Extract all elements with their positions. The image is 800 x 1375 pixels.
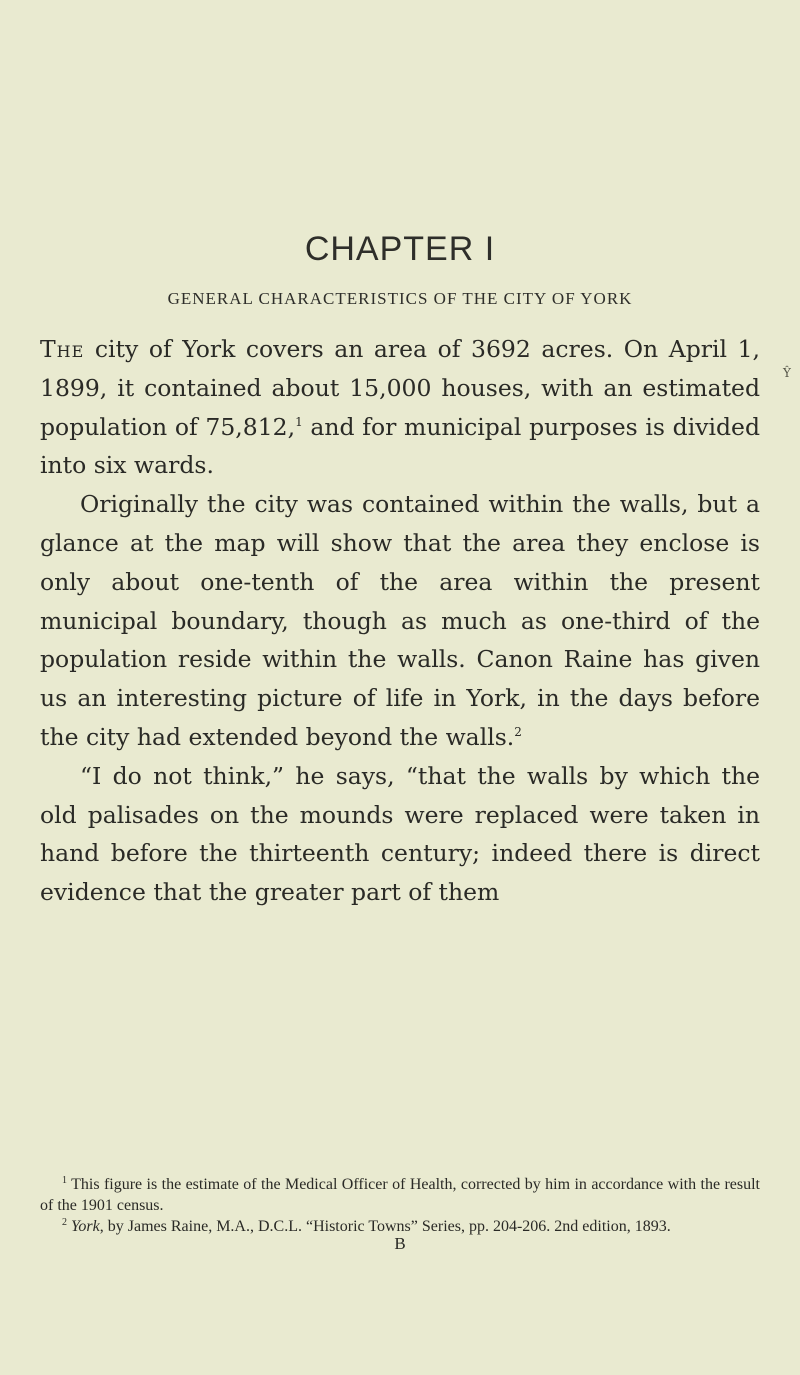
paragraph-1-text-a: city of York covers an area of 3692 acres. On April 1, 1899, it contained about 15,000 houses, with an estimated population of 75,812, — [40, 335, 760, 441]
paragraph-2 — [40, 485, 760, 757]
paragraph-1-text-b: and for municipal purposes is divided into six wards. — [40, 412, 760, 480]
paragraph-3-text: “I do not think,” he says, “that the walls by which the old palisades on the mounds were replaced were taken in hand before the thirteenth century; indeed there is direct evidence that the greater part of them — [40, 761, 760, 907]
footnote-2-text: , by James Raine, M.A., D.C.L. “Historic Towns” Series, pp. 204-206. 2nd edition, 1893. — [99, 1218, 671, 1235]
chapter-subtitle: GENERAL CHARACTERISTICS OF THE CITY OF YORK — [167, 289, 633, 308]
footnotes — [40, 1174, 760, 1237]
footnote-2-title: York — [71, 1218, 100, 1235]
signature-mark: B — [394, 1234, 406, 1253]
margin-mark: Ŷ — [783, 366, 791, 380]
footnote-ref-2: 2 — [514, 724, 522, 739]
body-text — [40, 330, 760, 912]
footnote-1-text: This figure is the estimate of the Medical Officer of Health, corrected by him in accordance with the result of the 1901 census. — [40, 1176, 760, 1214]
paragraph-lead-word: The — [40, 335, 85, 363]
footnote-ref-1: 1 — [295, 414, 303, 429]
paragraph-3 — [40, 757, 760, 912]
paragraph-1 — [40, 330, 760, 485]
paragraph-2-text: Originally the city was contained within the walls, but a glance at the map will show that the area they enclose is only about one-tenth of the area within the present municipal boundary, though as much as one-third of the population reside within the walls. Canon Raine has given us an interesting picture of life in York, in the days before the city had extended beyond the walls. — [40, 490, 760, 751]
footnote-1-number: 1 — [62, 1175, 67, 1186]
chapter-heading: CHAPTER I — [304, 230, 496, 268]
footnote-2-number: 2 — [62, 1217, 67, 1228]
footnote-1 — [40, 1174, 760, 1216]
